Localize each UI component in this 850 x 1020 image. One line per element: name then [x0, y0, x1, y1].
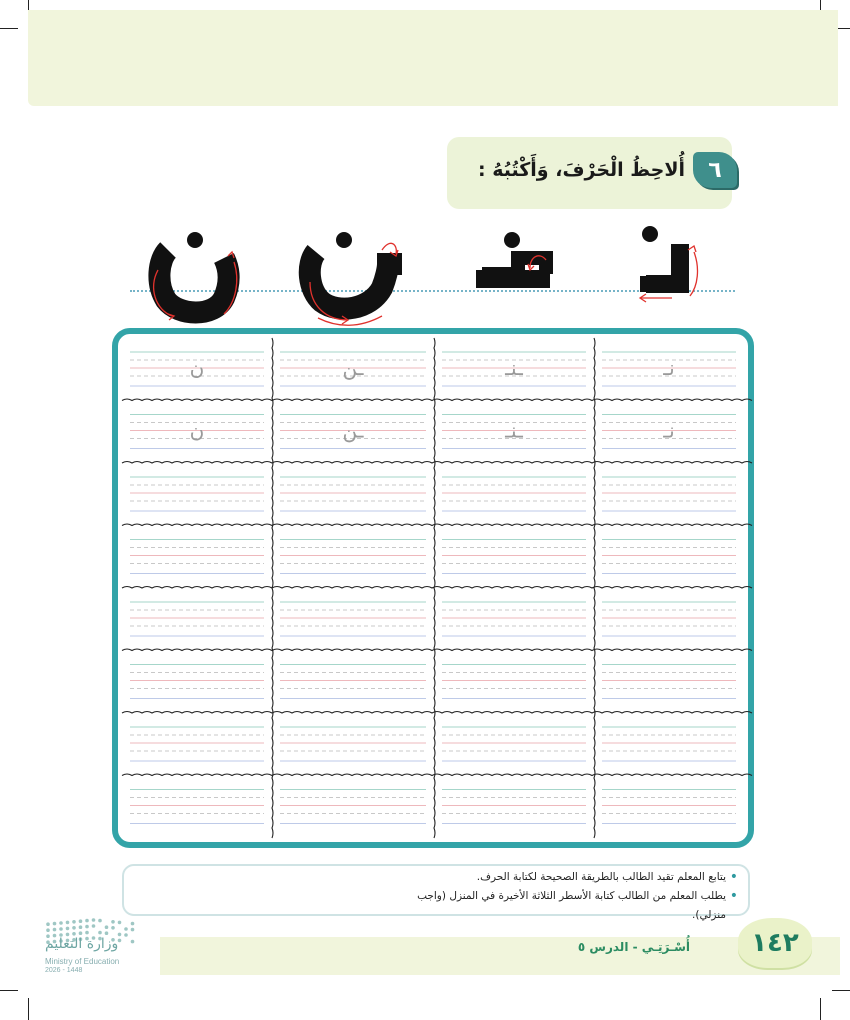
logo-dot — [98, 919, 102, 923]
practice-grid[interactable] — [112, 328, 754, 848]
page-number: ١٤٢ — [738, 918, 812, 968]
traced-letter: ن — [189, 356, 205, 380]
logo-dot — [66, 921, 70, 925]
traced-letter: ـنـ — [505, 356, 523, 380]
logo-dot — [85, 919, 89, 923]
logo-dot — [105, 925, 109, 929]
crop-mark — [832, 990, 850, 991]
logo-dot — [124, 927, 128, 931]
column-divider — [434, 338, 435, 838]
logo-dot — [46, 928, 50, 932]
top-color-band — [28, 10, 838, 106]
traced-letter: ـن — [342, 418, 364, 443]
logo-dot — [66, 927, 70, 931]
logo-dot — [85, 925, 89, 929]
logo-dot — [53, 922, 57, 926]
ministry-name-english: Ministry of Education — [45, 957, 120, 966]
logo-dot — [131, 922, 135, 926]
crop-mark — [0, 990, 18, 991]
lesson-title: أُسْـرَتِـي - الدرس ٥ — [577, 940, 690, 954]
row-divider — [122, 774, 752, 776]
letter-noon-final — [310, 232, 402, 325]
logo-dot — [59, 921, 63, 925]
teacher-note: • يتابع المعلم تقيد الطالب بالطريقة الصحيحة لكتابة الحرف. — [380, 868, 738, 887]
row-divider — [122, 399, 752, 401]
traced-letter: ن — [189, 418, 205, 443]
exercise-number-badge: ٦ — [693, 152, 737, 188]
column-divider — [594, 338, 595, 838]
crop-mark — [28, 998, 29, 1020]
row-divider — [122, 587, 752, 589]
traced-letter: ـنـ — [505, 418, 523, 443]
logo-dot — [98, 931, 102, 935]
logo-dot — [59, 927, 63, 931]
ministry-year: 2026 - 1448 — [45, 967, 83, 974]
logo-dot — [131, 928, 135, 932]
teacher-notes — [380, 868, 738, 925]
logo-dot — [92, 924, 96, 928]
traced-letter: ـن — [342, 356, 364, 380]
crop-mark — [0, 28, 18, 29]
letter-noon-initial — [640, 226, 697, 302]
logo-dot — [72, 926, 76, 930]
ministry-name-arabic: وزارة التعليم — [45, 936, 119, 952]
teacher-note: • يطلب المعلم من الطالب كتابة الأسطر الثلاثة الأخيرة في المنزل (واجب منزلي). — [380, 887, 738, 925]
logo-dot — [46, 922, 50, 926]
exercise-instruction: أُلاحِظُ الْحَرْفَ، وَأَكْتُبُهُ : — [478, 159, 685, 181]
logo-dot — [92, 918, 96, 922]
letter-noon-isolated — [154, 232, 237, 320]
logo-dot — [53, 928, 57, 932]
logo-dot — [85, 931, 89, 935]
logo-dot — [111, 926, 115, 930]
logo-dot — [79, 931, 83, 935]
row-divider — [122, 712, 752, 714]
traced-letter: نـ — [663, 356, 675, 380]
row-divider — [122, 462, 752, 464]
logo-dot — [105, 931, 109, 935]
letter-forms-display — [120, 210, 740, 340]
traced-letter: نـ — [663, 418, 675, 443]
row-divider — [122, 649, 752, 651]
logo-dot — [118, 921, 122, 925]
crop-mark — [820, 998, 821, 1020]
logo-dot — [72, 920, 76, 924]
logo-dot — [111, 920, 115, 924]
logo-dot — [79, 919, 83, 923]
logo-dot — [79, 925, 83, 929]
letter-noon-medial — [476, 232, 550, 288]
row-divider — [122, 524, 752, 526]
